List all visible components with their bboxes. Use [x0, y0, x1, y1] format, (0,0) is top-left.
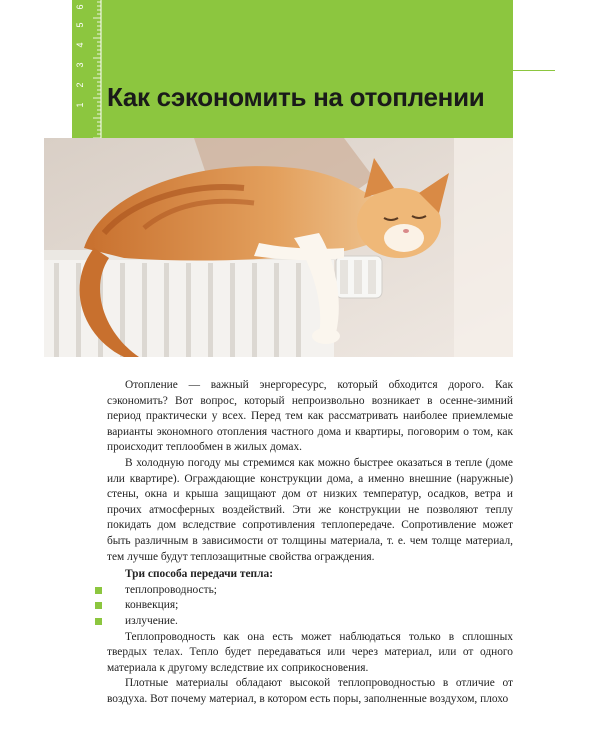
page-title: Как сэкономить на отоплении	[107, 82, 485, 112]
ruler-number: 6	[75, 4, 85, 10]
paragraph: Теплопроводность как она есть может наблюдаться только в сплошных твердых телах. Тепло будет передаваться или через материал, или от одного материала к другому вследствие их соприкосновения.	[107, 630, 513, 674]
square-bullet-icon	[95, 602, 102, 609]
list-item-text: теплопроводность;	[125, 583, 217, 596]
ruler-number: 3	[75, 62, 85, 68]
cat-on-radiator-photo	[44, 138, 513, 357]
ruler-number: 5	[75, 22, 85, 28]
list-heading: Три способа передачи тепла:	[125, 568, 273, 581]
header-band	[72, 0, 513, 138]
paragraph: Отопление — важный энергоресурс, который обходится дорого. Как сэкономить? Вот вопрос, который непроизвольно возникает в осенне-зимний период практически у всех. Перед тем как рассматривать наиболее приемлемые варианты экономного отопления частного дома и квартиры, поговорим о том, как происходит теплообмен в жилых домах.	[107, 379, 513, 454]
ruler-number: 2	[75, 82, 85, 88]
paragraph: Плотные материалы обладают высокой теплопроводностью в отличие от воздуха. Вот почему материал, в котором есть поры, заполненные воздухом, плохо	[107, 677, 513, 705]
square-bullet-icon	[95, 587, 102, 594]
paragraph: В холодную погоду мы стремимся как можно быстрее оказаться в тепле (доме или квартире). Ограждающие конструкции дома, а именно внешние (наружные) стены, окна и крыша защищают дом от низких температур, осадков, ветра и прочих атмосферных воздействий. Эти же конструкции не позволяют теплу покидать дом вследствие сопротивления теплопередаче. Сопротивление может быть различным в зависимости от толщины материала, т. е. чем толще материал, тем лучше будут теплозащитные свойства ограждения.	[107, 456, 513, 563]
list-item	[107, 583, 513, 599]
list-item-text: излучение.	[125, 614, 178, 627]
list-item-text: конвекция;	[125, 599, 179, 612]
list-item	[107, 598, 513, 614]
ruler-number: 4	[75, 42, 85, 48]
list-item	[107, 614, 513, 630]
ruler-scale	[88, 0, 102, 138]
heat-transfer-list	[107, 583, 513, 630]
article-body	[107, 378, 513, 707]
side-rule	[513, 70, 555, 71]
ruler-number: 1	[75, 102, 85, 108]
square-bullet-icon	[95, 618, 102, 625]
